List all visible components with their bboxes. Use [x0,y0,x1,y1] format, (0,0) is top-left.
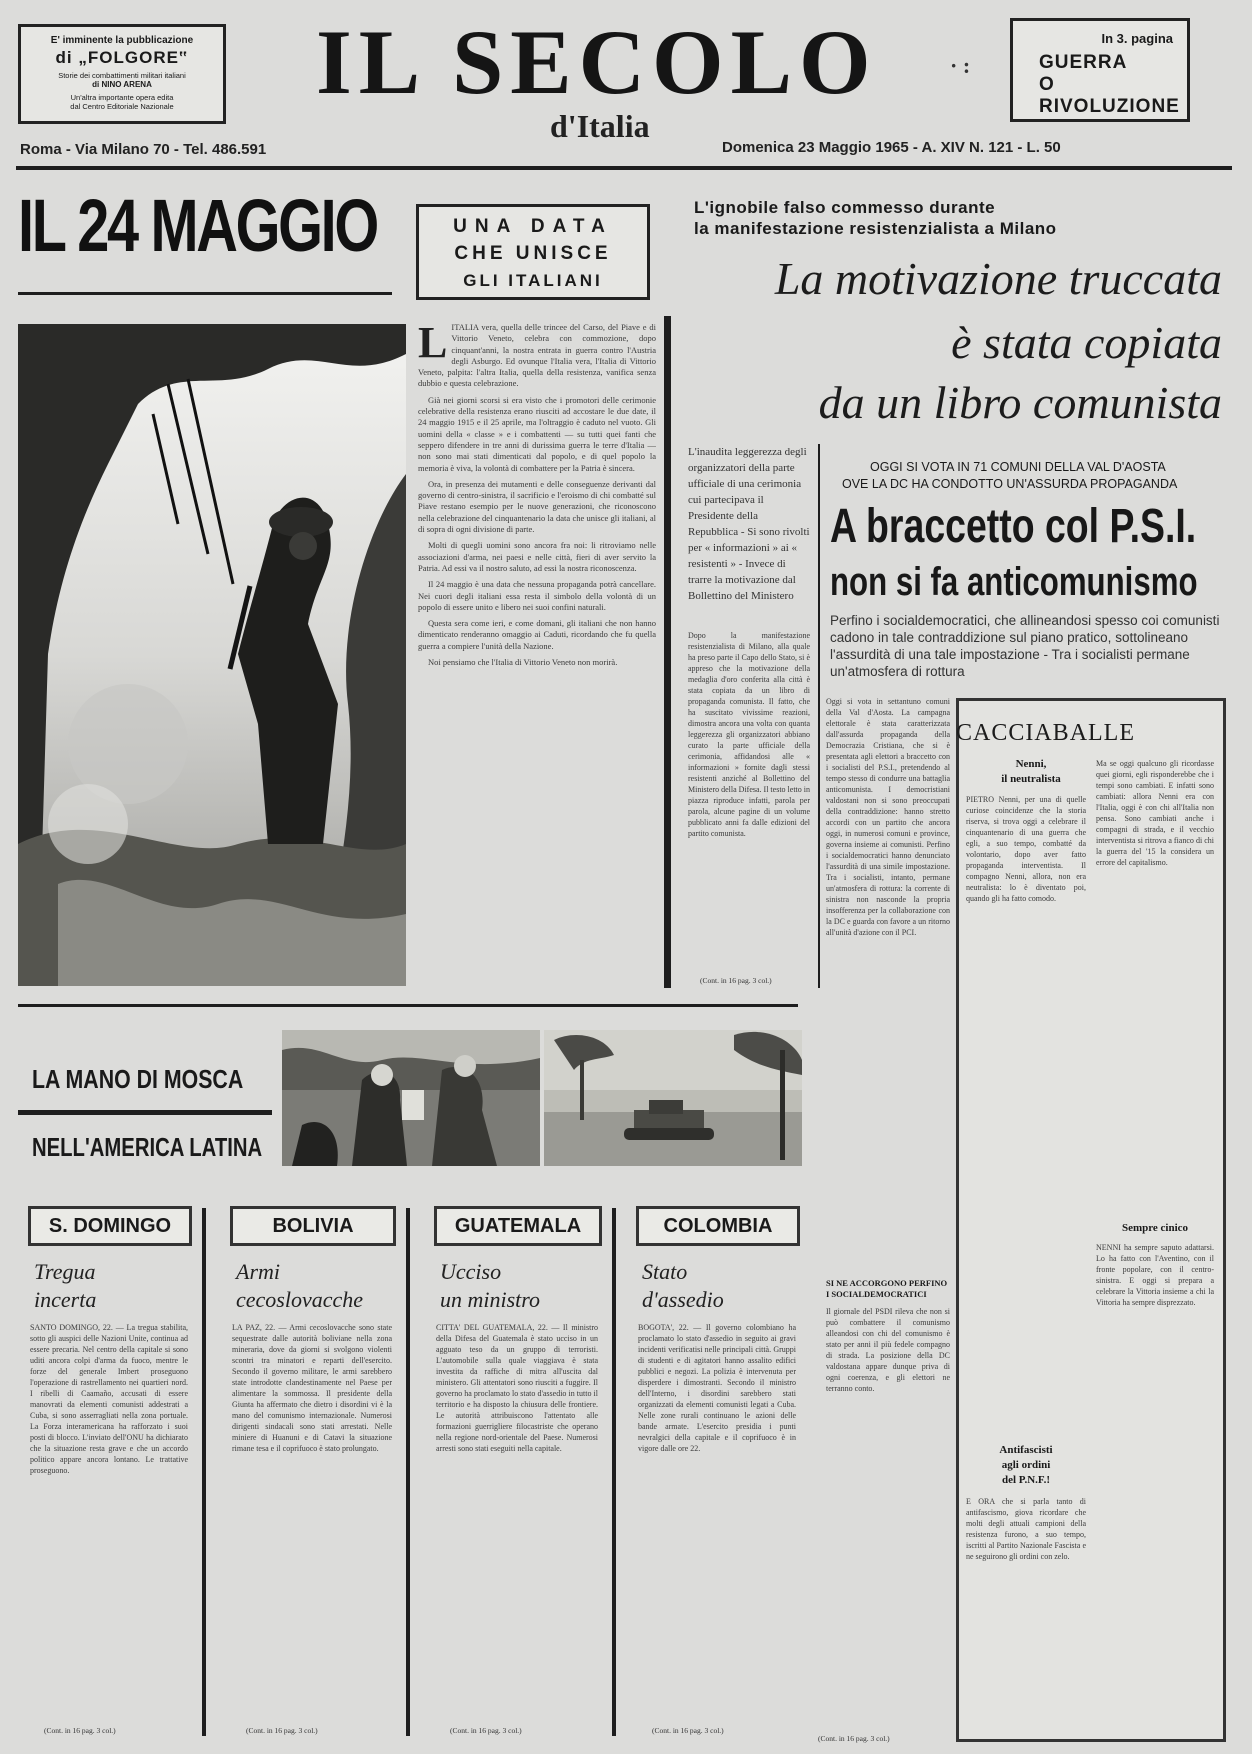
country-headline-1: Ucciso [440,1259,502,1284]
country-headline-1: Tregua [34,1259,96,1284]
folgore-ad-box [18,24,226,124]
cacciaballe-sub3-l3: del P.N.F.! [1001,1474,1051,1486]
milano-headline-1: La motivazione truccata [774,253,1222,304]
masthead-subtitle: d'Italia [550,108,650,144]
lead-paragraph-5: Il 24 maggio è una data che nessuna propaganda potrà cancellare. Nei cuori degli italiani essa resta il simbolo della volontà di un popolo di essere unito e libero nei suoi confini naturali. [418,579,656,612]
cacciaballe-sub1-l2: il neutralista [1001,773,1061,785]
ad-line-2: di „FOLGORE‟ [55,48,189,67]
cacciaballe-column-b: Ma se oggi qualcuno gli ricordasse quei giorni, egli risponderebbe che i tempi sono cambiati. E infatti sono cambiati: allora Nenni era con l'Italia, oggi è con chi all'Italia non pensa. Sono cambiati anche i compagni di strada, e il vecchio interventista si ritrova a fianco di chi la guerra del '15 la considera un errore del capitalismo. [1096,759,1214,867]
country-continuation: (Cont. in 16 pag. 3 col.) [44,1726,116,1735]
cacciaballe-sub1-l1: Nenni, [1015,758,1047,770]
ear-box [1010,18,1190,122]
lead-kicker-line-2: CHE UNISCE [454,243,612,264]
ear-line-1: GUERRA [1039,52,1128,73]
ad-line-5: Un'altra importante opera edita [70,93,174,102]
lead-kicker-box [416,204,650,300]
milano-headline-2: è stata copiata [951,317,1222,368]
cacciaballe-sub3-l1: Antifascisti [999,1444,1053,1456]
latin-headline-1: LA MANO DI MOSCA [32,1064,244,1094]
aosta-deck: Perfino i socialdemocratici, che allineandosi spesso coi comunisti cadono in tale contraddizione sul piano pratico, sottolineano l'assurdità di una tale impostazione - Tra i socialisti permane un'atmosfera di rottura [830,613,1220,679]
country-tag-box: GUATEMALA [434,1206,602,1246]
country-tag-box: COLOMBIA [636,1206,800,1246]
lead-column-rule [664,316,671,988]
milano-kicker-1: L'ignobile falso commesso durante [694,198,996,217]
masthead-title: IL SECOLO [316,11,878,113]
lead-paragraph-4: Molti di quegli uomini sono ancora fra noi: li ritroviamo nelle associazioni d'arma, nei paesi e nelle città, fieri di aver servito la Patria. Ad essi va il nostro saluto, ad essi la nostra riconoscenza. [418,540,656,573]
aosta-headline-1: A braccetto col P.S.I. [830,500,1197,553]
masthead-rule [16,166,1232,170]
masthead-dots: · : [950,53,971,78]
latin-col-rule-2 [406,1208,410,1736]
masthead-dateline: Domenica 23 Maggio 1965 - A. XIV N. 121 - L. 50 [722,139,1061,156]
lead-kicker-line-3: GLI ITALIANI [463,271,603,290]
latin-col-rule-1 [202,1208,206,1736]
country-tag-box: BOLIVIA [230,1206,396,1246]
lead-dropcap: L [418,322,448,367]
soldier-trench-photo [18,324,406,986]
cacciaballe-title: CACCIABALLE [956,720,1135,746]
country-headline-1: Armi [236,1259,280,1284]
aosta-column-body: Oggi si vota in settantuno comuni della Val d'Aosta. La campagna elettorale è stata caratterizzata dall'assurda propaganda della Democrazia Cristiana, che si è presentata agli elettori a braccetto con i socialisti del P.S.I., pretendendo al tempo stesso di condurre una battaglia anticomunista. I democristiani valdostani non si sono preoccupati della contraddizione: hanno stretto accordi con un partito che ancora oggi, in numerosi comuni e province, governa insieme ai comunisti. Perfino i socialdemocratici hanno denunciato l'assurdità di una simile impostazione. Tra i socialisti, intanto, permane un'atmosfera di rottura: la corrente di sinistra non nasconde la propria insofferenza per la collaborazione con la DC e guarda con favore a un ritorno all'unità d'azione con il PCI. [826,697,950,937]
cacciaballe-sub3-l2: agli ordini [1001,1459,1051,1471]
soldiers-street-photo [282,1030,540,1166]
aosta-kicker-2: OVE LA DC HA CONDOTTO UN'ASSURDA PROPAGANDA [842,477,1178,491]
aosta-continuation: (Cont. in 16 pag. 3 col.) [818,1734,890,1743]
country-headline-2: un ministro [440,1287,541,1312]
country-body: CITTA' DEL GUATEMALA, 22. — Il ministro della Difesa del Guatemala è stato ucciso in un agguato teso da un gruppo di terroristi. L'automobile sulla quale viaggiava è stata investita da raffiche di mitra all'uscita dal ministero. Gli attentatori sono riusciti a fuggire. Il governo ha proclamato lo stato d'assedio in tutto il territorio e ha disposto la chiusura delle frontiere. Le autorità attribuiscono l'attentato alle formazioni guerrigliere filocastriste che operano nella regione nord-orientale del Paese. Numerosi arresti sono stati eseguiti nella capitale. [436,1323,598,1453]
cacciaballe-column-c: NENNI ha sempre saputo adattarsi. Lo ha fatto con l'Aventino, con il fronte popolare, con il centro-sinistra. E oggi si prepara a celebrare la Vittoria insieme a chi la Vittoria ha sempre disprezzato. [1096,1243,1214,1307]
latin-head-rule [18,1110,272,1115]
ad-line-6: dal Centro Editoriale Nazionale [70,102,174,111]
milano-headline-3: da un libro comunista [818,377,1222,428]
lead-paragraph-7: Noi pensiamo che l'Italia di Vittorio Veneto non morirà. [428,657,618,668]
ear-kicker: In 3. pagina [1101,31,1173,46]
country-body: LA PAZ, 22. — Armi cecoslovacche sono state sequestrate dalle autorità boliviane nella zona mineraria, dove da giorni si svolgono violenti scontri tra minatori e reparti dell'esercito. Secondo il governo militare, le armi sarebbero state introdotte clandestinamente nel Paese per alimentare la sommossa. Il presidente della Giunta ha affermato che dietro i disordini vi è la mano del comunismo internazionale. Numerosi dirigenti sindacali sono stati arrestati. Nelle miniere di Huanuni e di Catavi la situazione rimane tesa e il coprifuoco è stato prolungato. [232,1323,392,1453]
country-continuation: (Cont. in 16 pag. 3 col.) [652,1726,724,1735]
milano-column-rule [818,444,820,988]
country-tag-box: S. DOMINGO [28,1206,192,1246]
country-continuation: (Cont. in 16 pag. 3 col.) [450,1726,522,1735]
lead-kicker-line-1: UNA DATA [453,216,613,237]
milano-column-body: Dopo la manifestazione resistenzialista di Milano, alla quale ha preso parte il Capo dello Stato, si è appreso che la motivazione della medaglia d'oro conferita alla città è stata copiata da un libro di propaganda comunista. Il fatto, che ha suscitato vivissime reazioni, dimostra ancora una volta con quanta leggerezza gli organizzatori abbiano curato la parte ufficiale della cerimonia, affidandosi alle « informazioni » fornite dagli stessi resistenti anziché al Bollettino del Ministero della Difesa. Il testo letto in piazza riproduce infatti, parola per parola, alcune pagine di un volume pubblicato anni fa dalle edizioni del partito comunista. [688,631,810,838]
ad-line-3: Storie dei combattimenti militari italiani [58,71,186,80]
ad-line-1: E' imminente la pubblicazione [50,35,194,46]
country-headline-2: incerta [34,1287,97,1312]
country-body: SANTO DOMINGO, 22. — La tregua stabilita, sotto gli auspici delle Nazioni Unite, continua ad essere precaria. Nel centro della capitale si sono uditi ancora colpi d'arma da fuoco, mentre le forze del generale Imbert proseguono l'operazione di rastrellamento nei quartieri nord. I ribelli di Caamaño, accusati di essere manovrati da elementi comunisti addestrati a Cuba, si sono asserragliati nella zona portuale. La Forza interamericana ha rafforzato i suoi posti di blocco. L'inviato dell'ONU ha dichiarato che la situazione resta grave e che un accordo politico appare ancora lontano. Le trattative proseguono. [30,1323,188,1475]
country-continuation: (Cont. in 16 pag. 3 col.) [246,1726,318,1735]
milano-deck: L'inaudita leggerezza degli organizzatori della parte ufficiale di una cerimonia cui partecipava il Presidente della Repubblica - Si sono rivolti per « informazioni » ai « resistenti » - Invece di trarre la motivazione dal Bollettino del Ministero [688,446,810,602]
lead-headline: IL 24 MAGGIO [18,184,377,267]
milano-continuation: (Cont. in 16 pag. 3 col.) [700,976,772,985]
country-headline-2: d'assedio [642,1287,724,1312]
lead-paragraph-6: Questa sera come ieri, e come domani, gli italiani che non hanno dimenticato renderanno omaggio ai Caduti, ricordando che fu quella guerra a compiere l'unità della Nazione. [418,618,656,651]
ear-line-2: O RIVOLUZIONE [1039,74,1180,117]
latin-col-rule-3 [612,1208,616,1736]
aosta-column-body-2: Il giornale del PSDI rileva che non si può combattere il comunismo alleandosi con chi del comunismo è stato per anni il più fedele compagno di strada. La posizione della DC valdostana appare dunque priva di ogni coerenza, e gli elettori ne terranno conto. [826,1307,950,1393]
lead-paragraph-3: Ora, in presenza dei mutamenti e delle conseguenze derivanti dal governo di centro-sinistra, il sacrificio e l'eroismo di chi combatté sul Piave restano esempio per le nuove generazioni, che riconoscono nella celebrazione del cinquantenario la data che unisce gli italiani, al di sopra di ogni divisione di parte. [418,478,656,535]
cacciaballe-column-a: PIETRO Nenni, per una di quelle curiose coincidenze che la storia riserva, si trova oggi a celebrare il cinquantenario di una guerra che egli, a suo tempo, combatté da volontario, dopo aver fatto propaganda interventista. Il compagno Nenni, allora, non era neutralista: lo è diventato poi, quando gli ha fatto comodo. [966,795,1086,903]
country-body: BOGOTA', 22. — Il governo colombiano ha proclamato lo stato d'assedio in seguito ai gravi incidenti verificatisi nelle principali città. Gruppi di studenti e di agitatori hanno assalito edifici pubblici e negozi. La polizia è intervenuta per disperdere i dimostranti. Secondo il ministro dell'Interno, i disordini sarebbero stati organizzati da elementi comunisti legati a Cuba. Nelle zone rurali continuano le azioni delle bande armate. L'esercito presidia i punti nevralgici della capitale e il coprifuoco è in vigore dalle ore 22. [638,1323,796,1453]
cacciaballe-sub2: Sempre cinico [1121,1222,1189,1234]
lead-intro: ITALIA vera, quella delle trincee del Carso, del Piave e di Vittorio Veneto, celebra con commozione, dopo cinquant'anni, la nostra entrata in guerra contro l'Austria degli Asburgo. Ed ovunque l'Italia vera, l'Italia di Vittorio Veneto, palpita: l'altra Italia, quella della resistenza, vanifica senza dubbio e questa celebrazione. [418,322,656,389]
lead-paragraph-2: Già nei giorni scorsi si era visto che i promotori delle cerimonie celebrative della resistenza erano riusciti ad accostare le due date, il 24 maggio 1915 e il 25 aprile, ma l'oltraggio è caduto nel vuoto. Gli uomini della « classe » e i combattenti — su tutti quei fanti che seppero difendere in tre anni di durissima guerra le terre d'Italia — non sono mai stati dimenticati dal popolo, e di quel popolo la memoria è viva, la volontà di combattere per la Patria è sincera. [418,394,656,473]
aosta-headline-2: non si fa anticomunismo [830,560,1198,604]
masthead-address: Roma - Via Milano 70 - Tel. 486.591 [20,141,267,158]
lead-body-column [418,322,656,986]
ad-line-4: di NINO ARENA [92,80,152,89]
country-headline-1: Stato [642,1259,688,1284]
aosta-subhead: SI NE ACCORGONO PERFINO I SOCIALDEMOCRATICI [826,1278,948,1299]
lead-head-rule [18,292,392,295]
aosta-kicker-1: OGGI SI VOTA IN 71 COMUNI DELLA VAL D'AOSTA [870,460,1166,474]
milano-kicker-2: la manifestazione resistenzialista a Milano [694,219,1057,238]
cacciaballe-column-d: E ORA che si parla tanto di antifascismo, giova ricordare che molti degli attuali campioni della resistenza furono, a suo tempo, iscritti al Partito Nazionale Fascista e ne seguirono gli ordini con zelo. [966,1497,1086,1561]
tank-street-photo [544,1030,802,1166]
latin-top-rule [18,1004,798,1007]
latin-headline-2: NELL'AMERICA LATINA [32,1132,263,1162]
country-headline-2: cecoslovacche [236,1287,364,1312]
